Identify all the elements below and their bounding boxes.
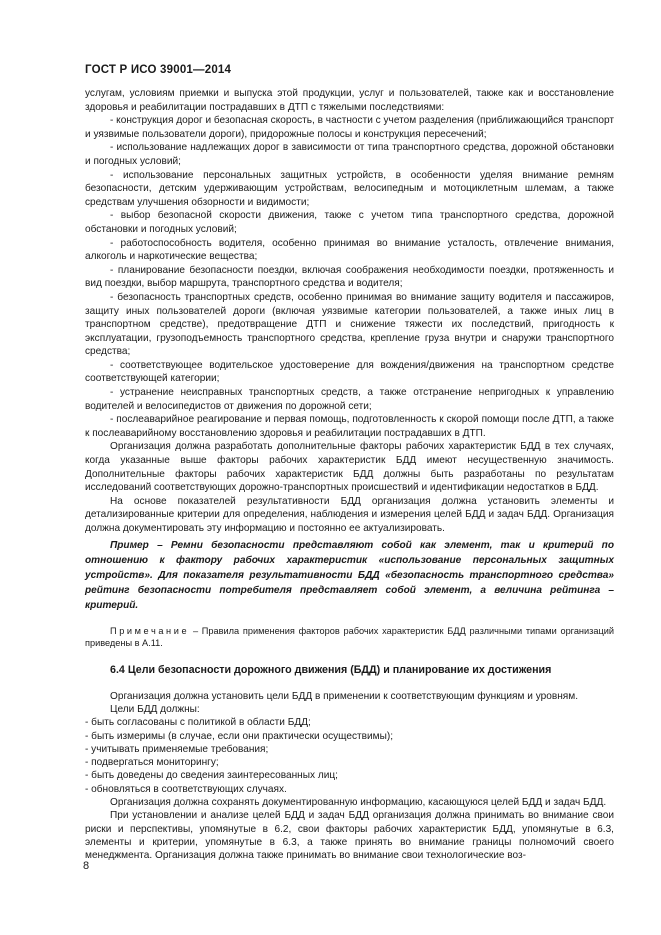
paragraph: Организация должна установить цели БДД в применении к соответствующим функциям и уровням.: [110, 690, 579, 702]
list-item: - быть согласованы с политикой в области БДД;: [85, 717, 311, 729]
paragraph: Цели БДД должны:: [110, 703, 200, 715]
list-item: - учитывать применяемые требования;: [85, 743, 269, 755]
example-block: Пример – Ремни безопасности представляют собой как элемент, так и критерий по отношению к фактору рабочих характеристик «использование персональных защитных устройств». Для показателя результативности БДД «безопасность транспортного средства» рейтинг безопасности потребителя представляет собой элемент, а величина рейтинга – критерий.: [85, 539, 614, 612]
section-heading: 6.4 Цели безопасности дорожного движения (БДД) и планирование их достижения: [110, 664, 552, 677]
paragraph: услугам, условиям приемки и выпуска этой продукции, услуг и пользователей, также как и восстановление здоровья и реабилитации пострадавших в ДТП с тяжелыми последствиями:: [85, 88, 614, 113]
paragraph: При установлении и анализе целей БДД и задач БДД организация должна принимать во внимание свои риски и перспективы, упомянутые в 6.2, свои факторы рабочих характеристик БДД, упомянутые в 6.3, элементы и критерии, упомянутые в 6.3, а также принять во внимание границы полномочий своего менеджмента. Организация должна также принимать во внимание свои технологические воз-: [85, 810, 614, 862]
list-item: - безопасность транспортных средств, особенно принимая во внимание защиту водителя и пассажиров, защиту иных пользователей дороги (включая уязвимые категории пользователей, а также иных лиц в транспортном средстве), предотвращение ДТП и снижение тяжести их последствий, пригодность к эксплуатации, грузоподъемность транспортного средства, крепление груза внутри и снаружи транспортного средства;: [85, 291, 614, 358]
list-item: - соответствующее водительское удостоверение для вождения/движения на транспортном средстве соответствующей категории;: [85, 359, 614, 385]
paragraph: На основе показателей результативности БДД организация должна установить элементы и детализированные критерии для определения, наблюдения и измерения целей БДД и задач БДД. Организация должна документировать эту информацию и постоянно ее актуализировать.: [85, 495, 614, 534]
document-body: [85, 87, 614, 862]
list-item: - подвергаться мониторингу;: [85, 757, 219, 769]
list-item: - быть доведены до сведения заинтересованных лиц;: [85, 770, 338, 782]
list-item: - планирование безопасности поездки, включая соображения необходимости поездки, протяженность и вид поездки, выбор маршрута, транспортного средства и водителя;: [85, 264, 614, 290]
document-code-header: ГОСТ Р ИСО 39001—2014: [85, 64, 232, 76]
list-item: - послеаварийное реагирование и первая помощь, подготовленность к скорой помощи после ДТП, а также к послеаварийному восстановлению здоровья и реабилитации пострадавших в ДТП.: [85, 414, 614, 439]
list-item: - быть измеримы (в случае, если они практически осуществимы);: [85, 730, 393, 742]
paragraph: Организация должна разработать дополнительные факторы рабочих характеристик БДД в тех случаях, когда указанные выше факторы рабочих характеристик БДД имеют несущественную значимость. Дополнительные факторы рабочих характеристик БДД должны быть разработаны по результатам исследований соответствующих дорожно-транспортных происшествий и идентификации недостатков в БДД.: [85, 441, 614, 494]
list-item: - конструкция дорог и безопасная скорость, в частности с учетом разделения (приближающийся транспорт и уязвимые пользователи дороги), придорожные полосы и конструкция пересечений;: [85, 115, 614, 140]
note-text: – Правила применения факторов рабочих характеристик БДД различными типами организаций приведены в А.11.: [85, 625, 614, 648]
note-block: [85, 625, 614, 649]
list-item: - работоспособность водителя, особенно принимая во внимание усталость, отвлечение внимания, алкоголь и наркотические вещества;: [85, 237, 614, 263]
page-number: 8: [83, 860, 90, 872]
list-item: - выбор безопасной скорости движения, также с учетом типа транспортного средства, дорожной обстановки и погодных условий;: [85, 210, 614, 235]
note-label: Примечание: [110, 625, 190, 636]
list-item: - обновляться в соответствующих случаях.: [85, 783, 287, 795]
list-item: - использование надлежащих дорог в зависимости от типа транспортного средства, дорожной обстановки и погодных условий;: [85, 142, 614, 167]
list-item: - устранение неисправных транспортных средств, а также отстранение непригодных к управлению водителей и велосипедистов от движения по дорожной сети;: [85, 387, 614, 412]
paragraph: Организация должна сохранять документированную информацию, касающуюся целей БДД и задач БДД.: [110, 796, 607, 808]
list-item: - использование персональных защитных устройств, в особенности уделяя внимание ремням безопасности, детским удерживающим устройствам, велосипедным и мотоциклетным шлемам, а также средствам улучшения обзорности и видимости;: [85, 169, 614, 208]
